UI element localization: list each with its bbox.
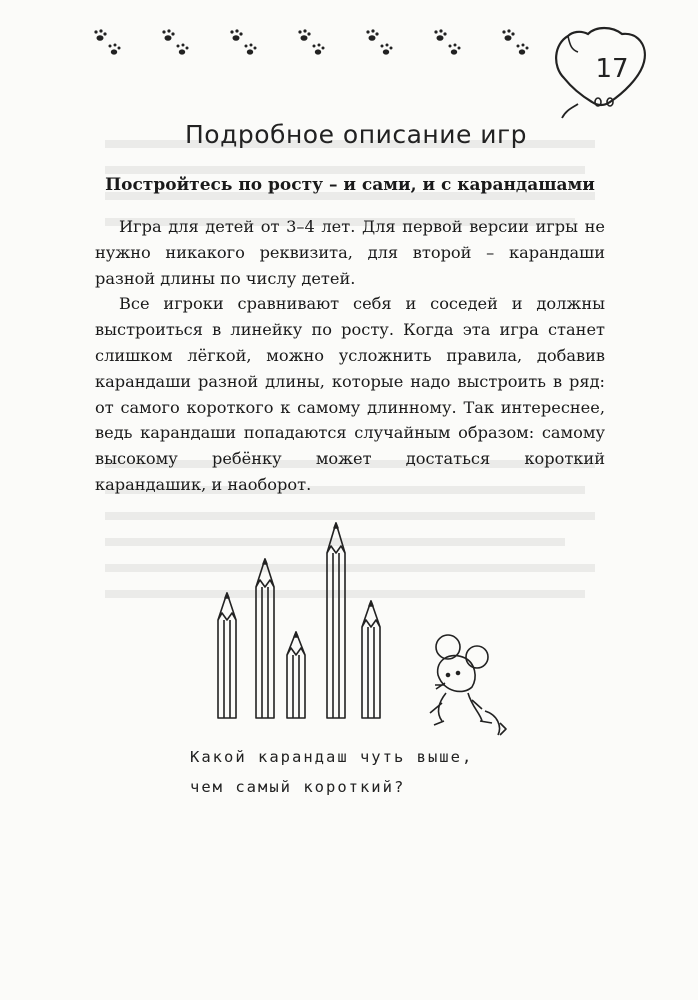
illustration-caption <box>190 742 530 802</box>
pencil-icon <box>287 632 305 718</box>
pencil-icon <box>218 593 236 718</box>
paragraph: Игра для детей от 3–4 лет. Для первой версии игры не нужно никакого реквизита, для второй – карандаши разной длины по числу детей. <box>95 217 605 288</box>
pencil-icon <box>256 559 274 718</box>
caption-line: Какой карандаш чуть выше, <box>190 748 474 766</box>
mouse-icon <box>430 635 506 735</box>
paragraph: Все игроки сравнивают себя и соседей и должны выстроиться в линейку по росту. Когда эта игра станет слишком лёгкой, можно усложнить правила, добавив карандаши разной длины, которые надо выстроить в ряд: от самого короткого к самому длинному. Так интереснее, ведь карандаши попадаются случайным образом: самому высокому ребёнку может достаться короткий карандашик, и наоборот. <box>95 294 605 494</box>
page-number: 17 <box>595 54 629 84</box>
game-title: Постройтесь по росту – и сами, и с карандашами <box>105 175 595 195</box>
section-title: Подробное описание игр <box>185 120 528 149</box>
pencil-icon <box>327 523 345 718</box>
paw-prints-icon <box>94 29 528 54</box>
caption-line: чем самый короткий? <box>190 778 406 796</box>
paw-prints-row <box>88 24 548 64</box>
pencil-icon <box>362 601 380 718</box>
body-text <box>95 214 605 498</box>
